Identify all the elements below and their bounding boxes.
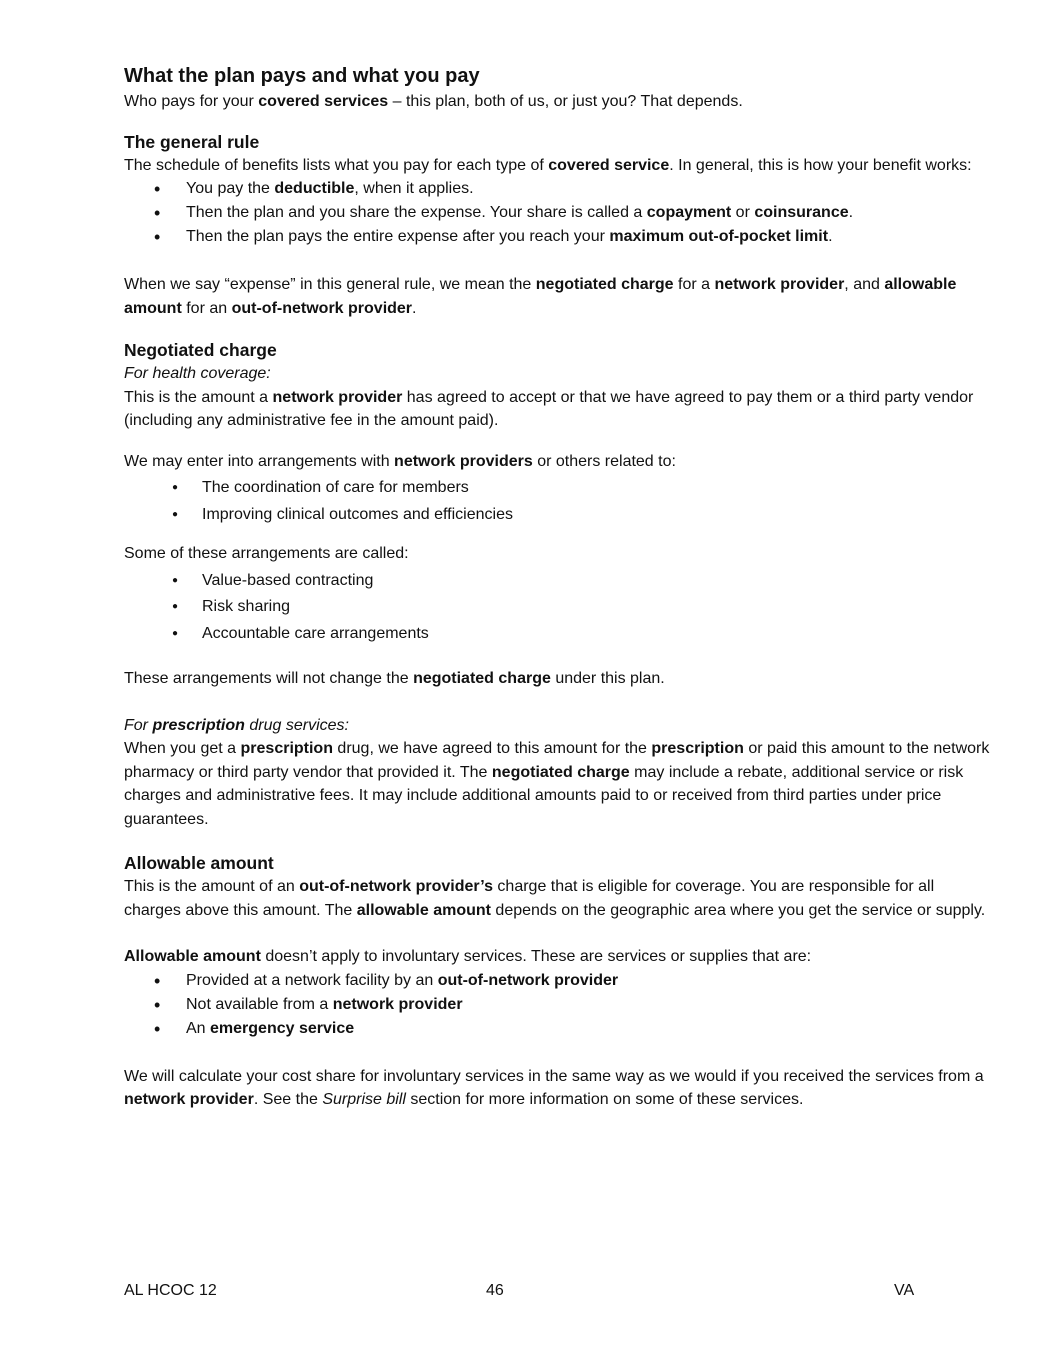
general-rule-paragraph: The schedule of benefits lists what you pay for each type of covered service. In general, this is how your benefit works: [124,156,972,174]
general-rule-list [124,177,994,249]
arrangements-list [124,475,994,528]
allowable-amount-paragraph: This is the amount of an out-of-network provider’s charge that is eligible for coverage. You are responsible for all charges above this amount. The allowable amount depends on the geographic area where you get the service or supply. [124,878,986,919]
list-item: ● Risk sharing [124,594,994,621]
arrangements-called-paragraph: Some of these arrangements are called: [124,545,409,562]
allowable-amount-heading: Allowable amount [124,853,274,873]
expense-paragraph: When we say “expense” in this general rule, we mean the negotiated charge for a network provider, and allowable amount for an out-of-network provider. [124,276,957,317]
list-item: • Then the plan pays the entire expense after you reach your maximum out-of-pocket limit. [124,225,994,249]
no-change-paragraph: These arrangements will not change the negotiated charge under this plan. [124,670,665,687]
prescription-paragraph: When you get a prescription drug, we have agreed to this amount for the prescription or paid this amount to the network pharmacy or third party vendor that provided it. The negotiated charge may include a rebate, additional service or risk charges and administrative fees. It may include additional amounts paid to or received from third parties under price guarantees. [124,740,990,828]
arrangement-types-list [124,568,994,648]
list-item: • Then the plan and you share the expense. Your share is called a copayment or coinsurance. [124,201,994,225]
page-title: What the plan pays and what you pay [124,65,480,87]
footer-state: VA [894,1282,915,1299]
health-coverage-label: For health coverage: [124,365,271,382]
health-coverage-paragraph: This is the amount a network provider has agreed to accept or that we have agreed to pay them or a third party vendor (including any administrative fee in the amount paid). [124,388,974,429]
list-item: • Provided at a network facility by an out-of-network provider [124,969,994,993]
list-item: • You pay the deductible, when it applies. [124,177,994,201]
closing-paragraph: We will calculate your cost share for involuntary services in the same way as we would if you received the services from a network provider. See the Surprise bill section for more information on some of these services. [124,1067,984,1108]
document-page [124,62,994,1112]
list-item: ● The coordination of care for members [124,475,994,502]
prescription-label: For prescription drug services: [124,716,349,734]
list-item: ● Improving clinical outcomes and efficiencies [124,502,994,529]
involuntary-paragraph: Allowable amount doesn’t apply to involuntary services. These are services or supplies that are: [124,948,812,965]
arrangements-paragraph: We may enter into arrangements with network providers or others related to: [124,452,676,470]
list-item: ● Accountable care arrangements [124,621,994,648]
negotiated-charge-heading: Negotiated charge [124,340,277,360]
list-item: • An emergency service [124,1017,994,1041]
intro-paragraph: Who pays for your covered services – this plan, both of us, or just you? That depends. [124,93,743,110]
footer-form-code: AL HCOC 12 [124,1282,217,1299]
page-number: 46 [486,1282,504,1299]
list-item: ● Value-based contracting [124,568,994,595]
general-rule-heading: The general rule [124,131,260,152]
involuntary-list [124,969,994,1041]
list-item: • Not available from a network provider [124,993,994,1017]
